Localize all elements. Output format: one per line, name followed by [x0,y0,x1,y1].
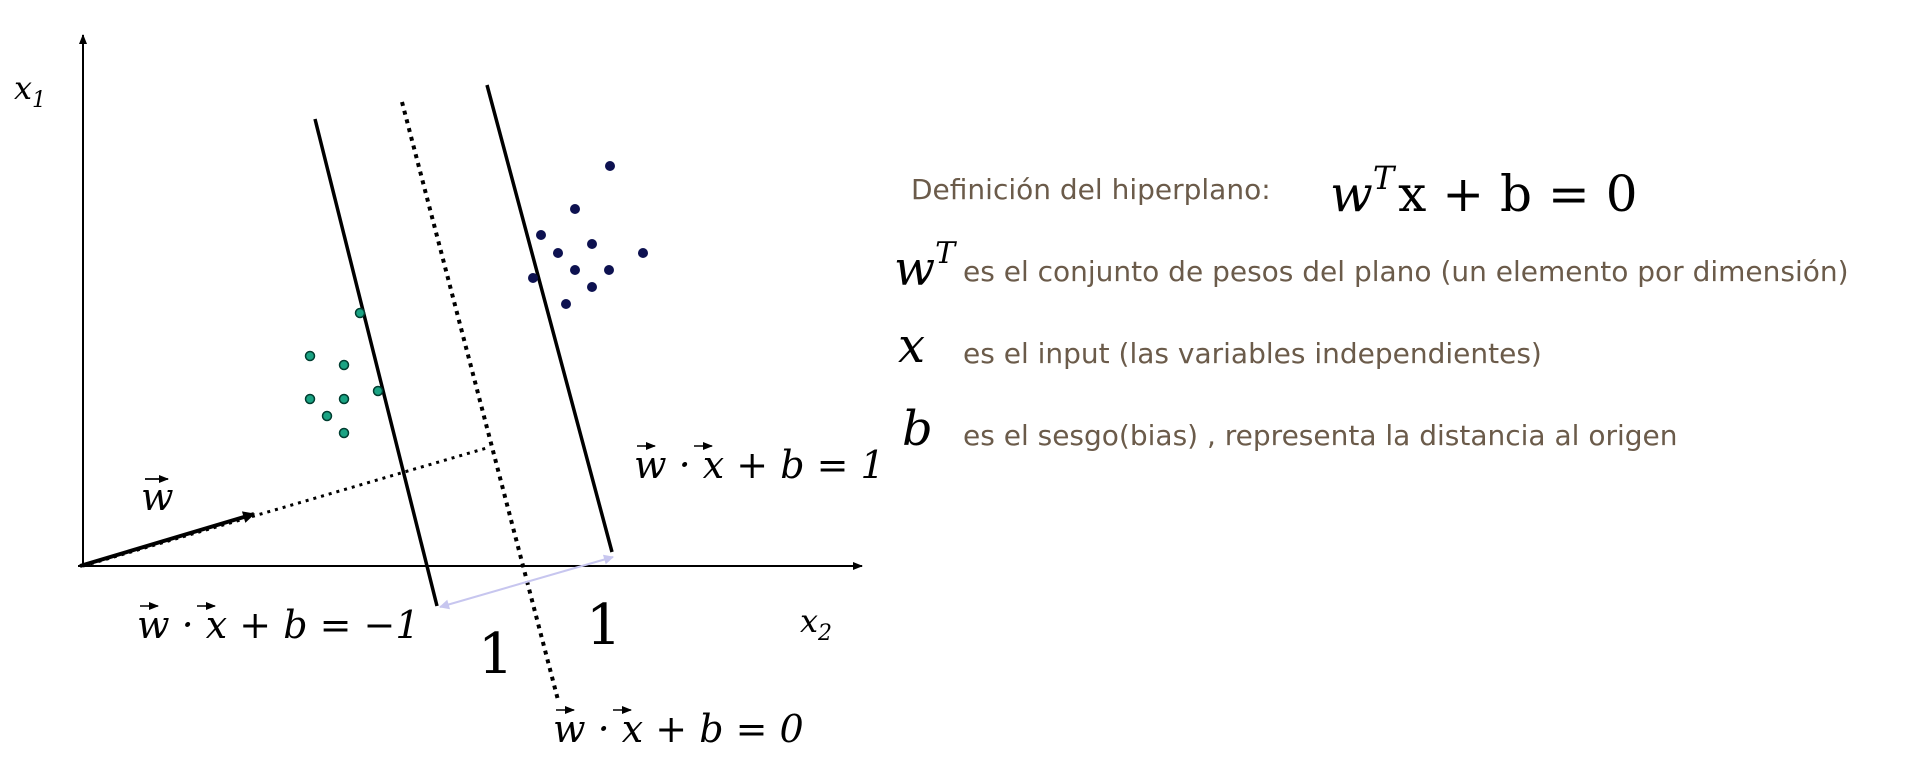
y-axis-label: $x_1$ [14,69,47,113]
input-symbol: x [898,318,926,374]
weights-description: es el conjunto de pesos del plano (un elemento por dimensión) [963,255,1849,288]
weight-vector-label: w [141,475,174,519]
decision-hyperplane [402,102,558,700]
data-point [604,265,614,275]
data-point [638,248,648,258]
hyperplane-formula: $w^Tx + b = 0$ [1330,159,1638,223]
data-point [570,265,580,275]
negative-class-points [306,309,383,438]
data-point [323,412,332,421]
hyperplane-definition-label: Definición del hiperplano: [911,173,1271,206]
svg-text:w · x + b = 0: w · x + b = 0 [553,707,804,751]
data-point [340,429,349,438]
data-point [570,204,580,214]
data-point [528,273,538,283]
x-axis-label: $x_2$ [800,602,833,646]
svg-text:w · x + b = 1: w · x + b = 1 [634,443,885,487]
data-point [374,387,383,396]
svg-text:w · x + b = −1: w · x + b = −1 [137,603,420,647]
data-point [587,239,597,249]
input-description: es el input (las variables independientes) [963,337,1542,370]
data-point [356,309,365,318]
data-point [536,230,546,240]
margin-label-left: 1 [478,622,514,687]
weight-vector-arrow [80,514,254,566]
margin-label-right: 1 [586,593,622,658]
data-point [306,395,315,404]
positive-plane-equation [634,443,885,487]
data-point [587,282,597,292]
data-point [553,248,563,258]
data-point [306,352,315,361]
positive-margin-plane [487,85,612,552]
bias-description: es el sesgo(bias) , representa la distancia al origen [963,419,1678,452]
bias-symbol: b [902,401,933,457]
data-point [340,395,349,404]
weights-symbol: $w^T$ [894,236,956,297]
data-point [605,161,615,171]
negative-plane-equation [137,603,420,647]
positive-class-points [528,161,648,309]
decision-plane-equation [553,707,804,751]
data-point [340,361,349,370]
negative-margin-plane [315,119,437,606]
data-point [561,299,571,309]
